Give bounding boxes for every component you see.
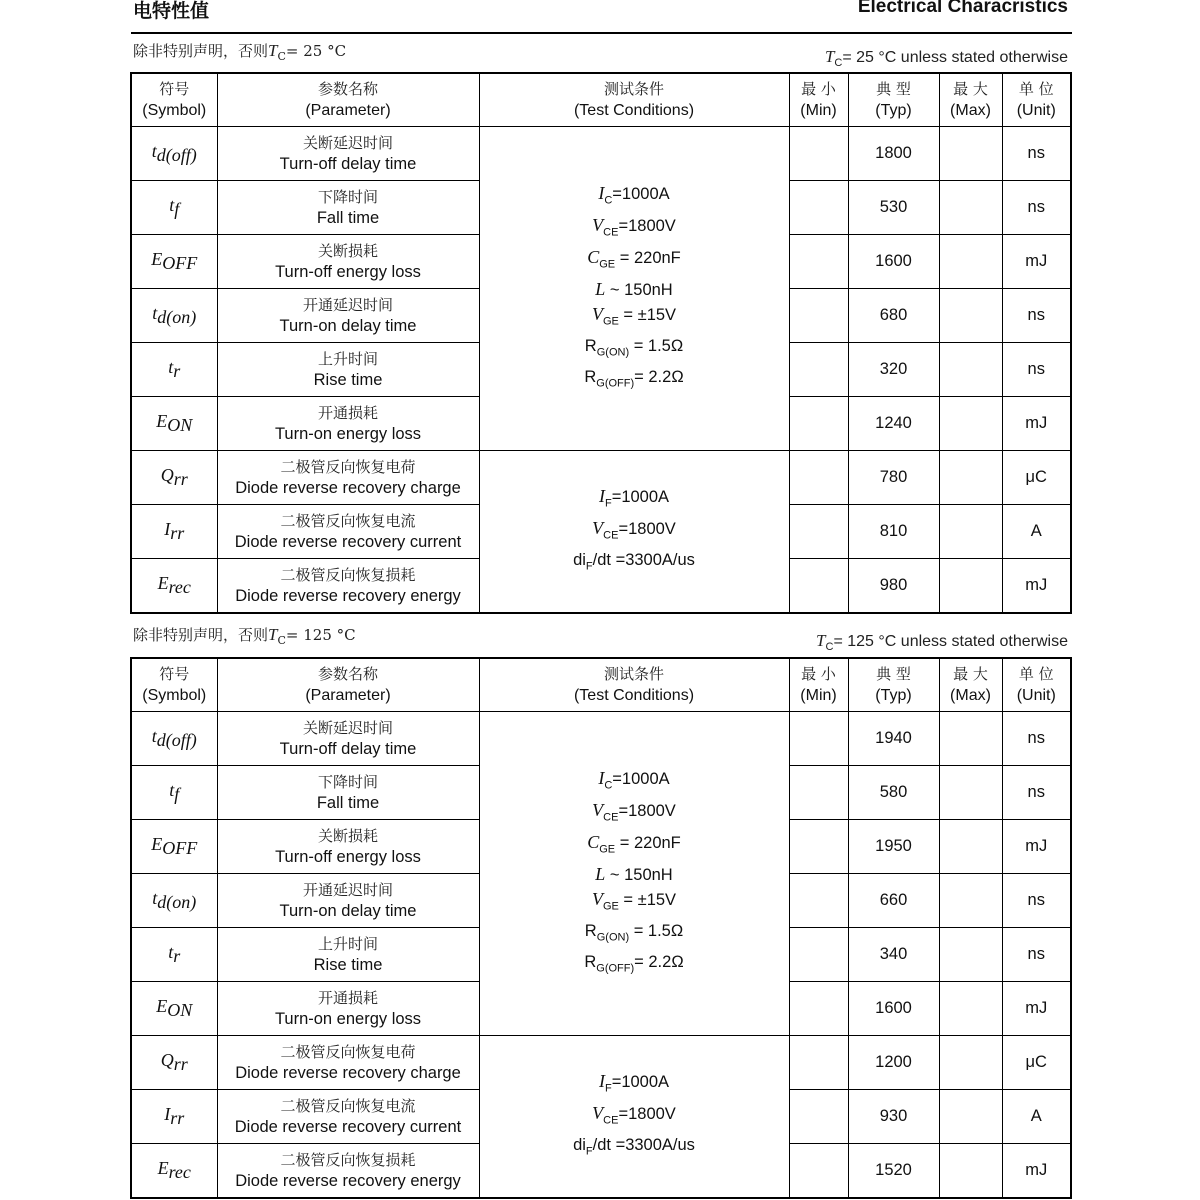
max-cell — [939, 1144, 1002, 1198]
symbol-cell: $E_{OFF}$ — [131, 235, 217, 289]
unit-cell: ns — [1002, 712, 1071, 766]
unit-cell: ns — [1002, 127, 1071, 181]
min-cell — [789, 343, 848, 397]
min-cell — [789, 982, 848, 1036]
col-test-conditions: 测试条件 (Test Conditions) — [479, 658, 789, 712]
typ-cell: 930 — [848, 1090, 939, 1144]
col-test-conditions: 测试条件 (Test Conditions) — [479, 73, 789, 127]
typ-cell: 580 — [848, 766, 939, 820]
col-min: 最 小 (Min) — [789, 73, 848, 127]
typ-cell: 780 — [848, 451, 939, 505]
parameter-cell: 开通损耗 Turn-on energy loss — [217, 397, 479, 451]
typ-cell: 1940 — [848, 712, 939, 766]
table-row — [131, 1036, 1071, 1090]
max-cell — [939, 451, 1002, 505]
table-header-row — [131, 73, 1071, 127]
parameter-cell: 关断延迟时间 Turn-off delay time — [217, 127, 479, 181]
symbol-cell: $E_{rec}$ — [131, 559, 217, 613]
col-min: 最 小 (Min) — [789, 658, 848, 712]
typ-cell: 340 — [848, 928, 939, 982]
condition-note-cn: 除非特别声明，否则$T_C= 25$ °C — [133, 41, 347, 63]
col-max: 最 大 (Max) — [939, 658, 1002, 712]
min-cell — [789, 127, 848, 181]
symbol-cell: $t_{d(on)}$ — [131, 874, 217, 928]
min-cell — [789, 181, 848, 235]
unit-cell: mJ — [1002, 820, 1071, 874]
table-row — [131, 712, 1071, 766]
symbol-cell: $E_{ON}$ — [131, 982, 217, 1036]
min-cell — [789, 820, 848, 874]
typ-cell: 1240 — [848, 397, 939, 451]
typ-cell: 980 — [848, 559, 939, 613]
parameter-cell: 二极管反向恢复电流 Diode reverse recovery current — [217, 505, 479, 559]
test-conditions-switching: $I_C=1000A$ $V_{CE}=1800V$ $C_{GE} = 220nF$ L ~ 150nH $V_{GE} = \pm 15V$ $R_{G(ON)} = 1.5\Omega$ $R_{G(OFF)}= 2.2\Omega$ — [479, 127, 789, 451]
table-row — [131, 451, 1071, 505]
min-cell — [789, 505, 848, 559]
typ-cell: 1800 — [848, 127, 939, 181]
symbol-cell: $I_{rr}$ — [131, 1090, 217, 1144]
typ-cell: 1600 — [848, 235, 939, 289]
unit-cell: μC — [1002, 1036, 1071, 1090]
table-header-row — [131, 658, 1071, 712]
parameter-cell: 开通延迟时间 Turn-on delay time — [217, 874, 479, 928]
min-cell — [789, 451, 848, 505]
unit-cell: mJ — [1002, 1144, 1071, 1198]
typ-cell: 530 — [848, 181, 939, 235]
col-unit: 单 位 (Unit) — [1002, 73, 1071, 127]
symbol-cell: $E_{ON}$ — [131, 397, 217, 451]
parameter-cell: 二极管反向恢复电流 Diode reverse recovery current — [217, 1090, 479, 1144]
unit-cell: mJ — [1002, 982, 1071, 1036]
electrical-characteristics-table — [130, 657, 1072, 1199]
max-cell — [939, 928, 1002, 982]
symbol-cell: $I_{rr}$ — [131, 505, 217, 559]
parameter-cell: 二极管反向恢复损耗 Diode reverse recovery energy — [217, 559, 479, 613]
test-conditions-diode: $I_F=1000A$ $V_{CE}=1800V$ $di_F/dt =3300A/us$ — [479, 451, 789, 613]
col-typ: 典 型 (Typ) — [848, 658, 939, 712]
col-unit: 单 位 (Unit) — [1002, 658, 1071, 712]
min-cell — [789, 1036, 848, 1090]
symbol-cell: $E_{rec}$ — [131, 1144, 217, 1198]
unit-cell: ns — [1002, 928, 1071, 982]
max-cell — [939, 505, 1002, 559]
parameter-cell: 开通延迟时间 Turn-on delay time — [217, 289, 479, 343]
unit-cell: A — [1002, 505, 1071, 559]
col-parameter: 参数名称 (Parameter) — [217, 658, 479, 712]
symbol-cell: $Q_{rr}$ — [131, 451, 217, 505]
parameter-cell: 上升时间 Rise time — [217, 928, 479, 982]
min-cell — [789, 235, 848, 289]
min-cell — [789, 289, 848, 343]
unit-cell: mJ — [1002, 397, 1071, 451]
max-cell — [939, 559, 1002, 613]
min-cell — [789, 1144, 848, 1198]
min-cell — [789, 712, 848, 766]
max-cell — [939, 874, 1002, 928]
page-title-en: Electrical Characristics — [857, 0, 1068, 17]
symbol-cell: $t_{d(off)}$ — [131, 712, 217, 766]
unit-cell: ns — [1002, 343, 1071, 397]
typ-cell: 1950 — [848, 820, 939, 874]
unit-cell: ns — [1002, 874, 1071, 928]
unit-cell: mJ — [1002, 559, 1071, 613]
typ-cell: 1520 — [848, 1144, 939, 1198]
symbol-cell: $t_r$ — [131, 928, 217, 982]
parameter-cell: 下降时间 Fall time — [217, 181, 479, 235]
parameter-cell: 开通损耗 Turn-on energy loss — [217, 982, 479, 1036]
symbol-cell: $t_{d(off)}$ — [131, 127, 217, 181]
col-symbol: 符号 (Symbol) — [131, 658, 217, 712]
symbol-cell: $t_r$ — [131, 343, 217, 397]
parameter-cell: 关断损耗 Turn-off energy loss — [217, 820, 479, 874]
col-max: 最 大 (Max) — [939, 73, 1002, 127]
typ-cell: 320 — [848, 343, 939, 397]
unit-cell: ns — [1002, 289, 1071, 343]
table-row — [131, 127, 1071, 181]
max-cell — [939, 982, 1002, 1036]
min-cell — [789, 559, 848, 613]
unit-cell: mJ — [1002, 235, 1071, 289]
max-cell — [939, 397, 1002, 451]
min-cell — [789, 874, 848, 928]
min-cell — [789, 928, 848, 982]
condition-note-en: $T_C= 25$ °C unless stated otherwise — [824, 47, 1068, 70]
parameter-cell: 二极管反向恢复电荷 Diode reverse recovery charge — [217, 451, 479, 505]
max-cell — [939, 127, 1002, 181]
max-cell — [939, 712, 1002, 766]
col-parameter: 参数名称 (Parameter) — [217, 73, 479, 127]
parameter-cell: 关断延迟时间 Turn-off delay time — [217, 712, 479, 766]
typ-cell: 680 — [848, 289, 939, 343]
unit-cell: ns — [1002, 766, 1071, 820]
unit-cell: A — [1002, 1090, 1071, 1144]
typ-cell: 1600 — [848, 982, 939, 1036]
col-symbol: 符号 (Symbol) — [131, 73, 217, 127]
page-title-cn: 电特性值 — [133, 0, 210, 22]
max-cell — [939, 820, 1002, 874]
symbol-cell: $Q_{rr}$ — [131, 1036, 217, 1090]
electrical-characteristics-table — [130, 72, 1072, 614]
parameter-cell: 二极管反向恢复损耗 Diode reverse recovery energy — [217, 1144, 479, 1198]
test-conditions-switching: $I_C=1000A$ $V_{CE}=1800V$ $C_{GE} = 220nF$ L ~ 150nH $V_{GE} = \pm 15V$ $R_{G(ON)} = 1.5\Omega$ $R_{G(OFF)}= 2.2\Omega$ — [479, 712, 789, 1036]
parameter-cell: 关断损耗 Turn-off energy loss — [217, 235, 479, 289]
page-header — [131, 0, 1072, 34]
min-cell — [789, 1090, 848, 1144]
condition-note-en: $T_C= 125$ °C unless stated otherwise — [816, 631, 1068, 654]
max-cell — [939, 181, 1002, 235]
parameter-cell: 二极管反向恢复电荷 Diode reverse recovery charge — [217, 1036, 479, 1090]
symbol-cell: $t_{d(on)}$ — [131, 289, 217, 343]
parameter-cell: 下降时间 Fall time — [217, 766, 479, 820]
typ-cell: 810 — [848, 505, 939, 559]
unit-cell: μC — [1002, 451, 1071, 505]
max-cell — [939, 766, 1002, 820]
condition-note-cn: 除非特别声明，否则$T_C= 125$ °C — [133, 625, 356, 647]
max-cell — [939, 343, 1002, 397]
col-typ: 典 型 (Typ) — [848, 73, 939, 127]
max-cell — [939, 1090, 1002, 1144]
unit-cell: ns — [1002, 181, 1071, 235]
typ-cell: 1200 — [848, 1036, 939, 1090]
min-cell — [789, 766, 848, 820]
max-cell — [939, 1036, 1002, 1090]
parameter-cell: 上升时间 Rise time — [217, 343, 479, 397]
test-conditions-diode: $I_F=1000A$ $V_{CE}=1800V$ $di_F/dt =3300A/us$ — [479, 1036, 789, 1198]
typ-cell: 660 — [848, 874, 939, 928]
min-cell — [789, 397, 848, 451]
symbol-cell: $t_f$ — [131, 766, 217, 820]
symbol-cell: $E_{OFF}$ — [131, 820, 217, 874]
max-cell — [939, 235, 1002, 289]
symbol-cell: $t_f$ — [131, 181, 217, 235]
max-cell — [939, 289, 1002, 343]
